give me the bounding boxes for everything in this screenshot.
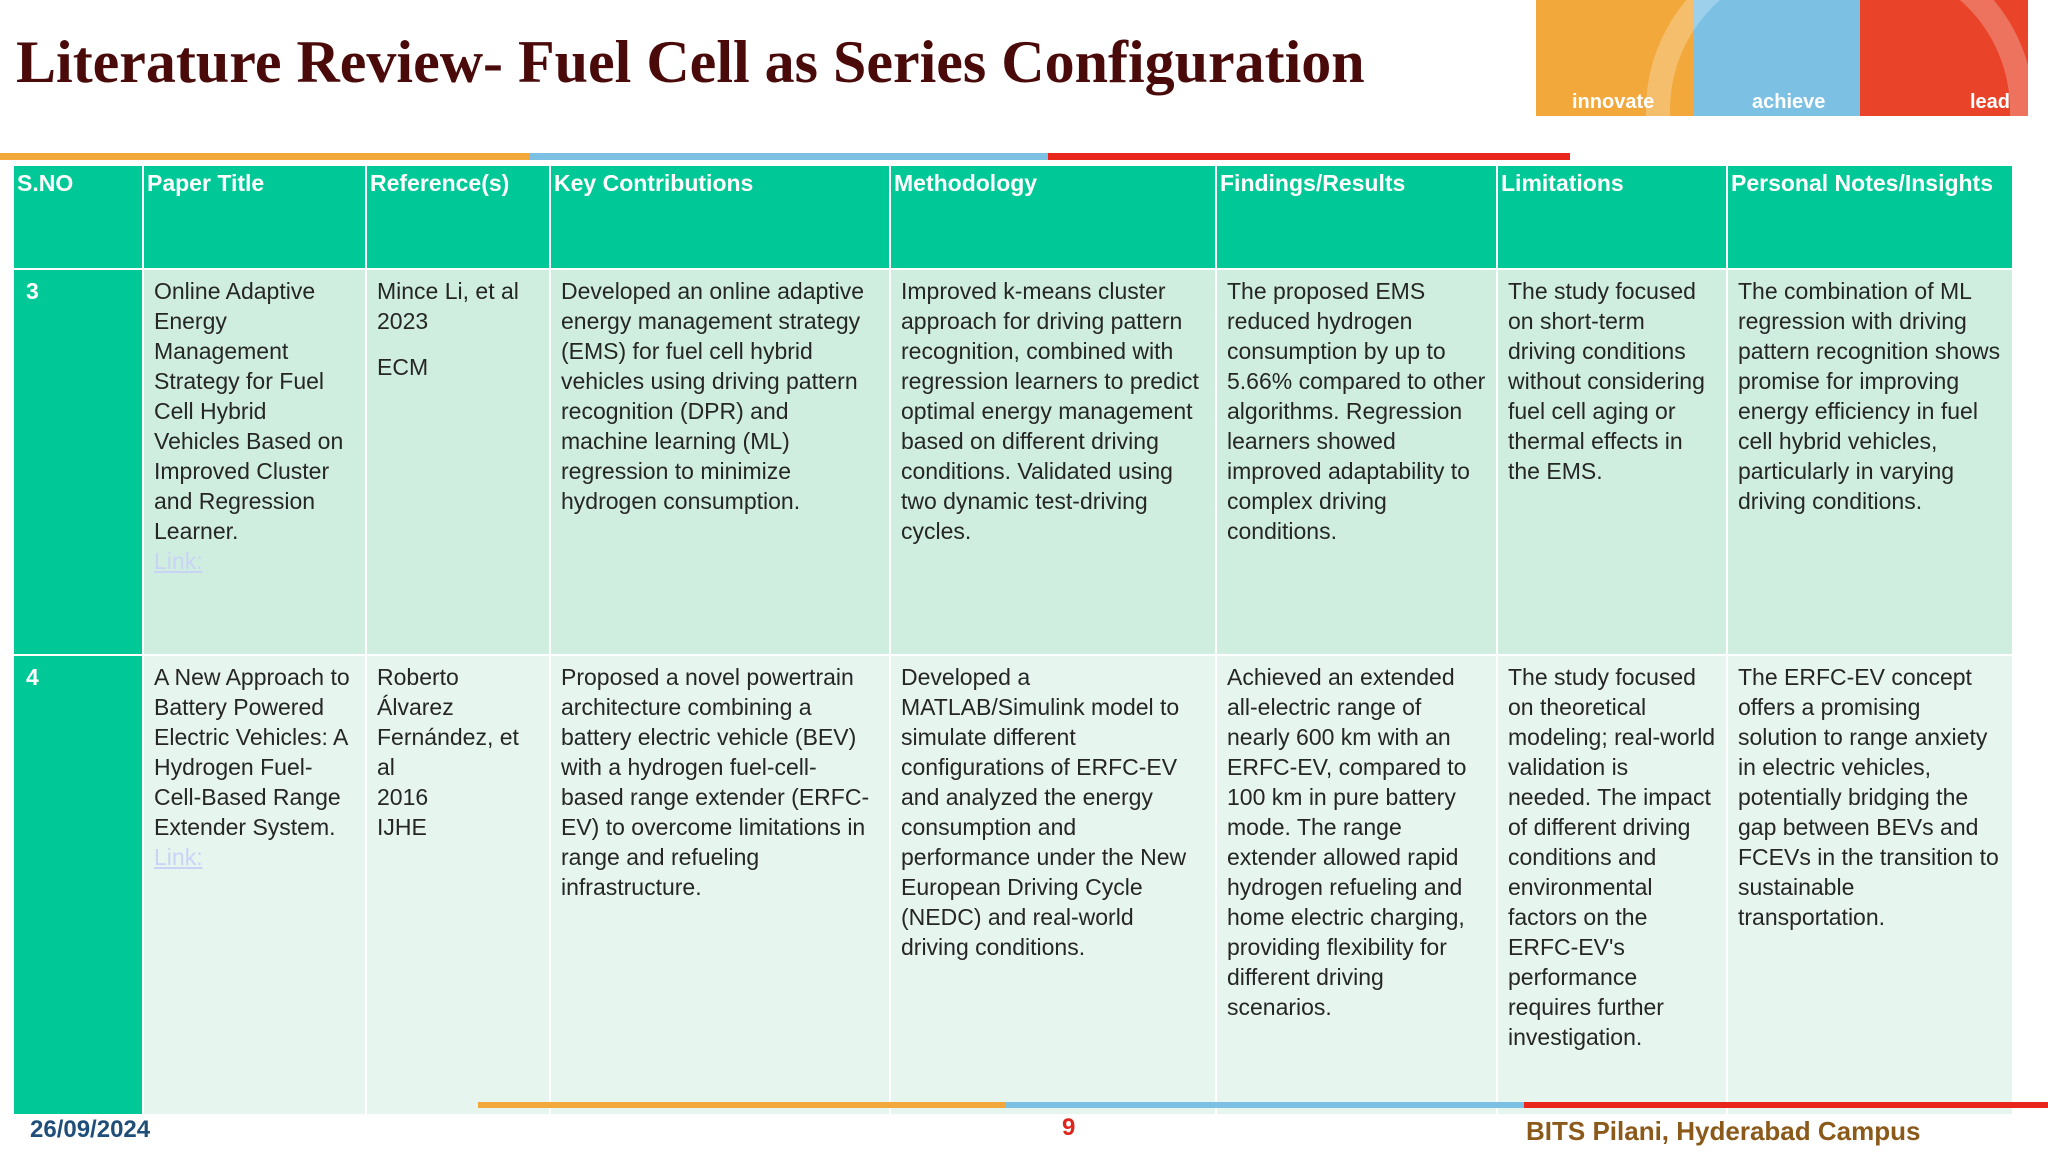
bottom-divider-blue xyxy=(1006,1102,1524,1108)
reference-journal: ECM xyxy=(377,354,429,380)
top-divider-red xyxy=(1048,153,1570,160)
row-contributions: Proposed a novel powertrain architecture combining a battery electric vehicle (BEV) with a hydrogen fuel-cell-based range extender (ERFC-EV) to overcome limitations in range and refueling infrastructure. xyxy=(550,655,890,1115)
bottom-divider-orange xyxy=(478,1102,1006,1108)
top-divider-orange xyxy=(0,153,530,160)
row-methodology: Developed a MATLAB/Simulink model to simulate different configurations of ERFC-EV and analyzed the energy consumption and performance under the New European Driving Cycle (NEDC) and real-world driving conditions. xyxy=(890,655,1216,1115)
paper-link[interactable]: Link: xyxy=(154,844,203,870)
bottom-divider xyxy=(478,1102,2048,1108)
bits-logo xyxy=(1536,0,2028,116)
paper-title-text: Online Adaptive Energy Management Strategy for Fuel Cell Hybrid Vehicles Based on Improved Cluster and Regression Learner. xyxy=(154,278,344,544)
row-notes: The combination of ML regression with driving pattern recognition shows promise for improving energy efficiency in fuel cell hybrid vehicles, particularly in varying driving conditions. xyxy=(1727,269,2013,655)
row-findings: Achieved an extended all-electric range of nearly 600 km with an ERFC-EV, compared to 100 km in pure battery mode. The range extender allowed rapid hydrogen refueling and home electric charging, providing flexibility for different driving scenarios. xyxy=(1216,655,1497,1115)
reference-authors: Roberto Álvarez Fernández, et al xyxy=(377,664,519,780)
row-reference xyxy=(366,269,550,655)
row-limitations: The study focused on theoretical modeling; real-world validation is needed. The impact of different driving conditions and environmental factors on the ERFC-EV's performance requires further investigation. xyxy=(1497,655,1727,1115)
logo-word-innovate: innovate xyxy=(1572,91,1655,113)
row-sno: 3 xyxy=(13,269,143,655)
row-contributions: Developed an online adaptive energy management strategy (EMS) for fuel cell hybrid vehicles using driving pattern recognition (DPR) and machine learning (ML) regression to minimize hydrogen consumption. xyxy=(550,269,890,655)
table-row xyxy=(13,269,2013,655)
header-paper-title: Paper Title xyxy=(143,165,366,269)
header-key-contributions: Key Contributions xyxy=(550,165,890,269)
reference-authors: Mince Li, et al 2023 xyxy=(377,278,519,334)
reference-year: 2016 xyxy=(377,784,429,810)
page-number: 9 xyxy=(1062,1114,1076,1141)
paper-link[interactable]: Link: xyxy=(154,548,203,574)
table-row xyxy=(13,655,2013,1115)
top-divider xyxy=(0,153,1570,160)
top-divider-blue xyxy=(530,153,1048,160)
bottom-divider-red xyxy=(1524,1102,2048,1108)
header-limitations: Limitations xyxy=(1497,165,1727,269)
row-paper-title xyxy=(143,269,366,655)
row-findings: The proposed EMS reduced hydrogen consumption by up to 5.66% compared to other algorithms. Regression learners showed improved adaptability to complex driving conditions. xyxy=(1216,269,1497,655)
row-reference xyxy=(366,655,550,1115)
paper-title-text: A New Approach to Battery Powered Electric Vehicles: A Hydrogen Fuel-Cell-Based Range Extender System. xyxy=(154,664,350,840)
footer-date: 26/09/2024 xyxy=(30,1116,151,1143)
row-sno: 4 xyxy=(13,655,143,1115)
slide-title: Literature Review- Fuel Cell as Series Configuration xyxy=(16,29,1365,95)
logo-word-lead: lead xyxy=(1969,91,2010,113)
footer-campus: BITS Pilani, Hyderabad Campus xyxy=(1526,1116,1921,1146)
row-notes: The ERFC-EV concept offers a promising solution to range anxiety in electric vehicles, potentially bridging the gap between BEVs and FCEVs in the transition to sustainable transportation. xyxy=(1727,655,2013,1115)
row-paper-title xyxy=(143,655,366,1115)
header-references: Reference(s) xyxy=(366,165,550,269)
reference-journal: IJHE xyxy=(377,814,427,840)
gear-icon xyxy=(1646,0,2034,134)
header-notes: Personal Notes/Insights xyxy=(1727,165,2013,269)
row-limitations: The study focused on short-term driving conditions without considering fuel cell aging or thermal effects in the EMS. xyxy=(1497,269,1727,655)
header-methodology: Methodology xyxy=(890,165,1216,269)
table-header-row xyxy=(13,165,2013,269)
row-methodology: Improved k-means cluster approach for driving pattern recognition, combined with regression learners to predict optimal energy management based on different driving conditions. Validated using two dynamic test-driving cycles. xyxy=(890,269,1216,655)
logo-word-achieve: achieve xyxy=(1752,91,1826,113)
header-findings: Findings/Results xyxy=(1216,165,1497,269)
literature-table xyxy=(12,164,2014,1116)
header-sno: S.NO xyxy=(13,165,143,269)
